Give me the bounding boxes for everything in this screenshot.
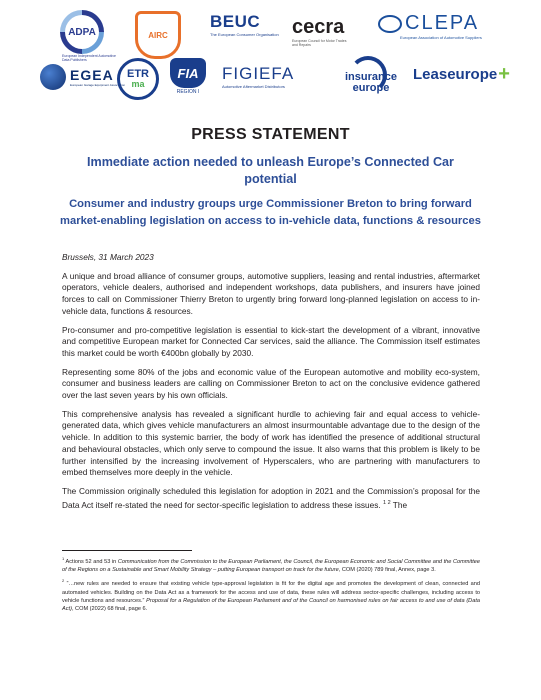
beuc-logo-tagline: The European Consumer Organisation — [210, 32, 279, 37]
figiefa-logo-name: FIGIEFA — [222, 64, 295, 83]
arc-icon — [349, 56, 387, 94]
footnotes — [62, 555, 480, 617]
leaseurope-logo-name: Leaseurope — [413, 66, 498, 83]
cecra-logo — [292, 16, 352, 47]
etrma-logo-name-top: ETR — [127, 68, 149, 80]
paragraph: Representing some 80% of the jobs and economic value of the European automotive and mobility eco-system, consumer and business leaders are calling on Commissioner Breton to act on the conclusive evidence gathered over the last seven years by his own officials. — [62, 366, 480, 401]
body-text — [62, 252, 480, 518]
globe-icon — [40, 64, 66, 90]
leaseurope-logo — [413, 63, 510, 85]
footnote-text: “…new rules are needed to ensure that existing vehicle type-approval legislation is fit for the digital age and promotes the development of clean, connected and automated vehicles. Building on the Data Act as a framework for the access and use of data, these rules will address sector-specific challenges, including access to vehicle functions and resources.” — [62, 581, 480, 604]
adpa-logo — [60, 10, 116, 62]
etrma-logo-name-bottom: ma — [131, 79, 145, 89]
egea-logo-name: EGEA — [70, 67, 114, 83]
paragraph: This comprehensive analysis has revealed a significant hurdle to achieving fair and equal access to vehicle-generated data, which gives vehicle manufacturers an almost insurmountable advantage due to the design of the vehicle. In addition to this systemic barrier, the body of work has identified the presence of additional structural and behavioural obstacles, which only serve to compound the issue. It also warns that this problem is likely to be further intensified by the increasing involvement of Hyperscalers, who are partnering with manufacturers to embed themselves more deeply in the vehicle. — [62, 408, 480, 478]
footnote-divider — [62, 550, 192, 551]
footnote-mark: 1 — [62, 556, 65, 561]
figiefa-logo-tagline: Automotive Aftermarket Distributors — [222, 84, 285, 89]
airc-logo-name: AIRC — [148, 30, 168, 40]
partner-logo-strip — [0, 0, 541, 112]
dateline: Brussels, 31 March 2023 — [62, 252, 154, 262]
clepa-swirl-icon — [378, 15, 402, 33]
adpa-logo-tagline: European Independent Automotive Data Publishers — [62, 54, 116, 62]
footnote-title: Proposal for a Regulation of the European Parliament and of the Council on harmonised rules on fair access to and use of data (Data Act) — [62, 597, 481, 613]
etrma-logo — [117, 58, 159, 100]
egea-logo-tagline: European Garage Equipment Association — [70, 83, 126, 87]
airc-logo — [135, 11, 181, 59]
fia-logo-name: FIA — [177, 65, 199, 81]
clepa-logo-name: CLEPA — [405, 12, 480, 34]
fia-logo-tagline: REGION I — [176, 89, 200, 95]
insurance-europe-logo — [345, 58, 397, 94]
paragraph-text: The Commission originally scheduled this legislation for adoption in 2021 and the Commission’s proposal for the Data Act itself re-stated the need for sector-specific legislation to address these issues. — [62, 485, 480, 510]
headline: Immediate action needed to unleash Europe’s Connected Car potential — [87, 155, 454, 186]
insurance-europe-line2: europe — [352, 82, 390, 94]
paragraph-continuation: The — [392, 499, 408, 510]
footnote-text: Actions 52 and 53 in — [65, 558, 118, 565]
paragraph: Pro-consumer and pro-competitive legislation is essential to kick-start the development of a vibrant, innovative and competitive European market for Connected Car services, said the alliance. The Commission itself estimates this market could be worth €400bn globally by 2030. — [62, 324, 480, 358]
fia-logo — [170, 58, 206, 95]
page-title: PRESS STATEMENT — [191, 126, 350, 143]
figiefa-logo — [222, 64, 294, 89]
footnote — [62, 577, 480, 613]
footnote-ref[interactable]: 1 2 — [382, 499, 391, 506]
deck-subheadline: Consumer and industry groups urge Commissioner Breton to bring forward market-enabling legislation on access to in-vehicle data, functions & resources — [60, 198, 481, 227]
footnote-tail: , COM (2022) 68 final, page 6. — [71, 606, 148, 613]
plus-icon: + — [498, 63, 510, 85]
clepa-logo-tagline: European Association of Automotive Suppliers — [400, 35, 482, 40]
cecra-logo-name: cecra — [292, 16, 345, 38]
beuc-logo-name: BEUC — [210, 12, 261, 31]
clepa-logo — [378, 12, 482, 40]
insurance-europe-line1: insurance — [345, 71, 397, 83]
egea-logo — [40, 64, 125, 90]
footnote-mark: 2 — [62, 578, 65, 584]
footnote — [62, 555, 480, 574]
beuc-logo — [210, 12, 279, 37]
footnote-tail: , COM (2020) 789 final, Annex, page 3. — [338, 567, 436, 574]
paragraph — [62, 486, 480, 511]
paragraph: A unique and broad alliance of consumer groups, automotive suppliers, leasing and rental industries, aftermarket operators, vehicle dealers, authorised and independent workshops, data publishers, and insurers have joined forces to call on Commissioner Thierry Breton to urgently bring forward long-planned legislation on access to in-vehicle data, functions & resources. — [62, 270, 480, 316]
footnote-title: Communication from the Commission to the European Parliament, the Council, the European Economic and Social Committee and the Committee of the Regions on a Sustainable and Smart Mobility Strategy – putting European transport on track for the future — [62, 558, 481, 574]
adpa-logo-name: ADPA — [65, 15, 99, 49]
cecra-logo-tagline: European Council for Motor Trades and Repairs — [292, 39, 347, 47]
